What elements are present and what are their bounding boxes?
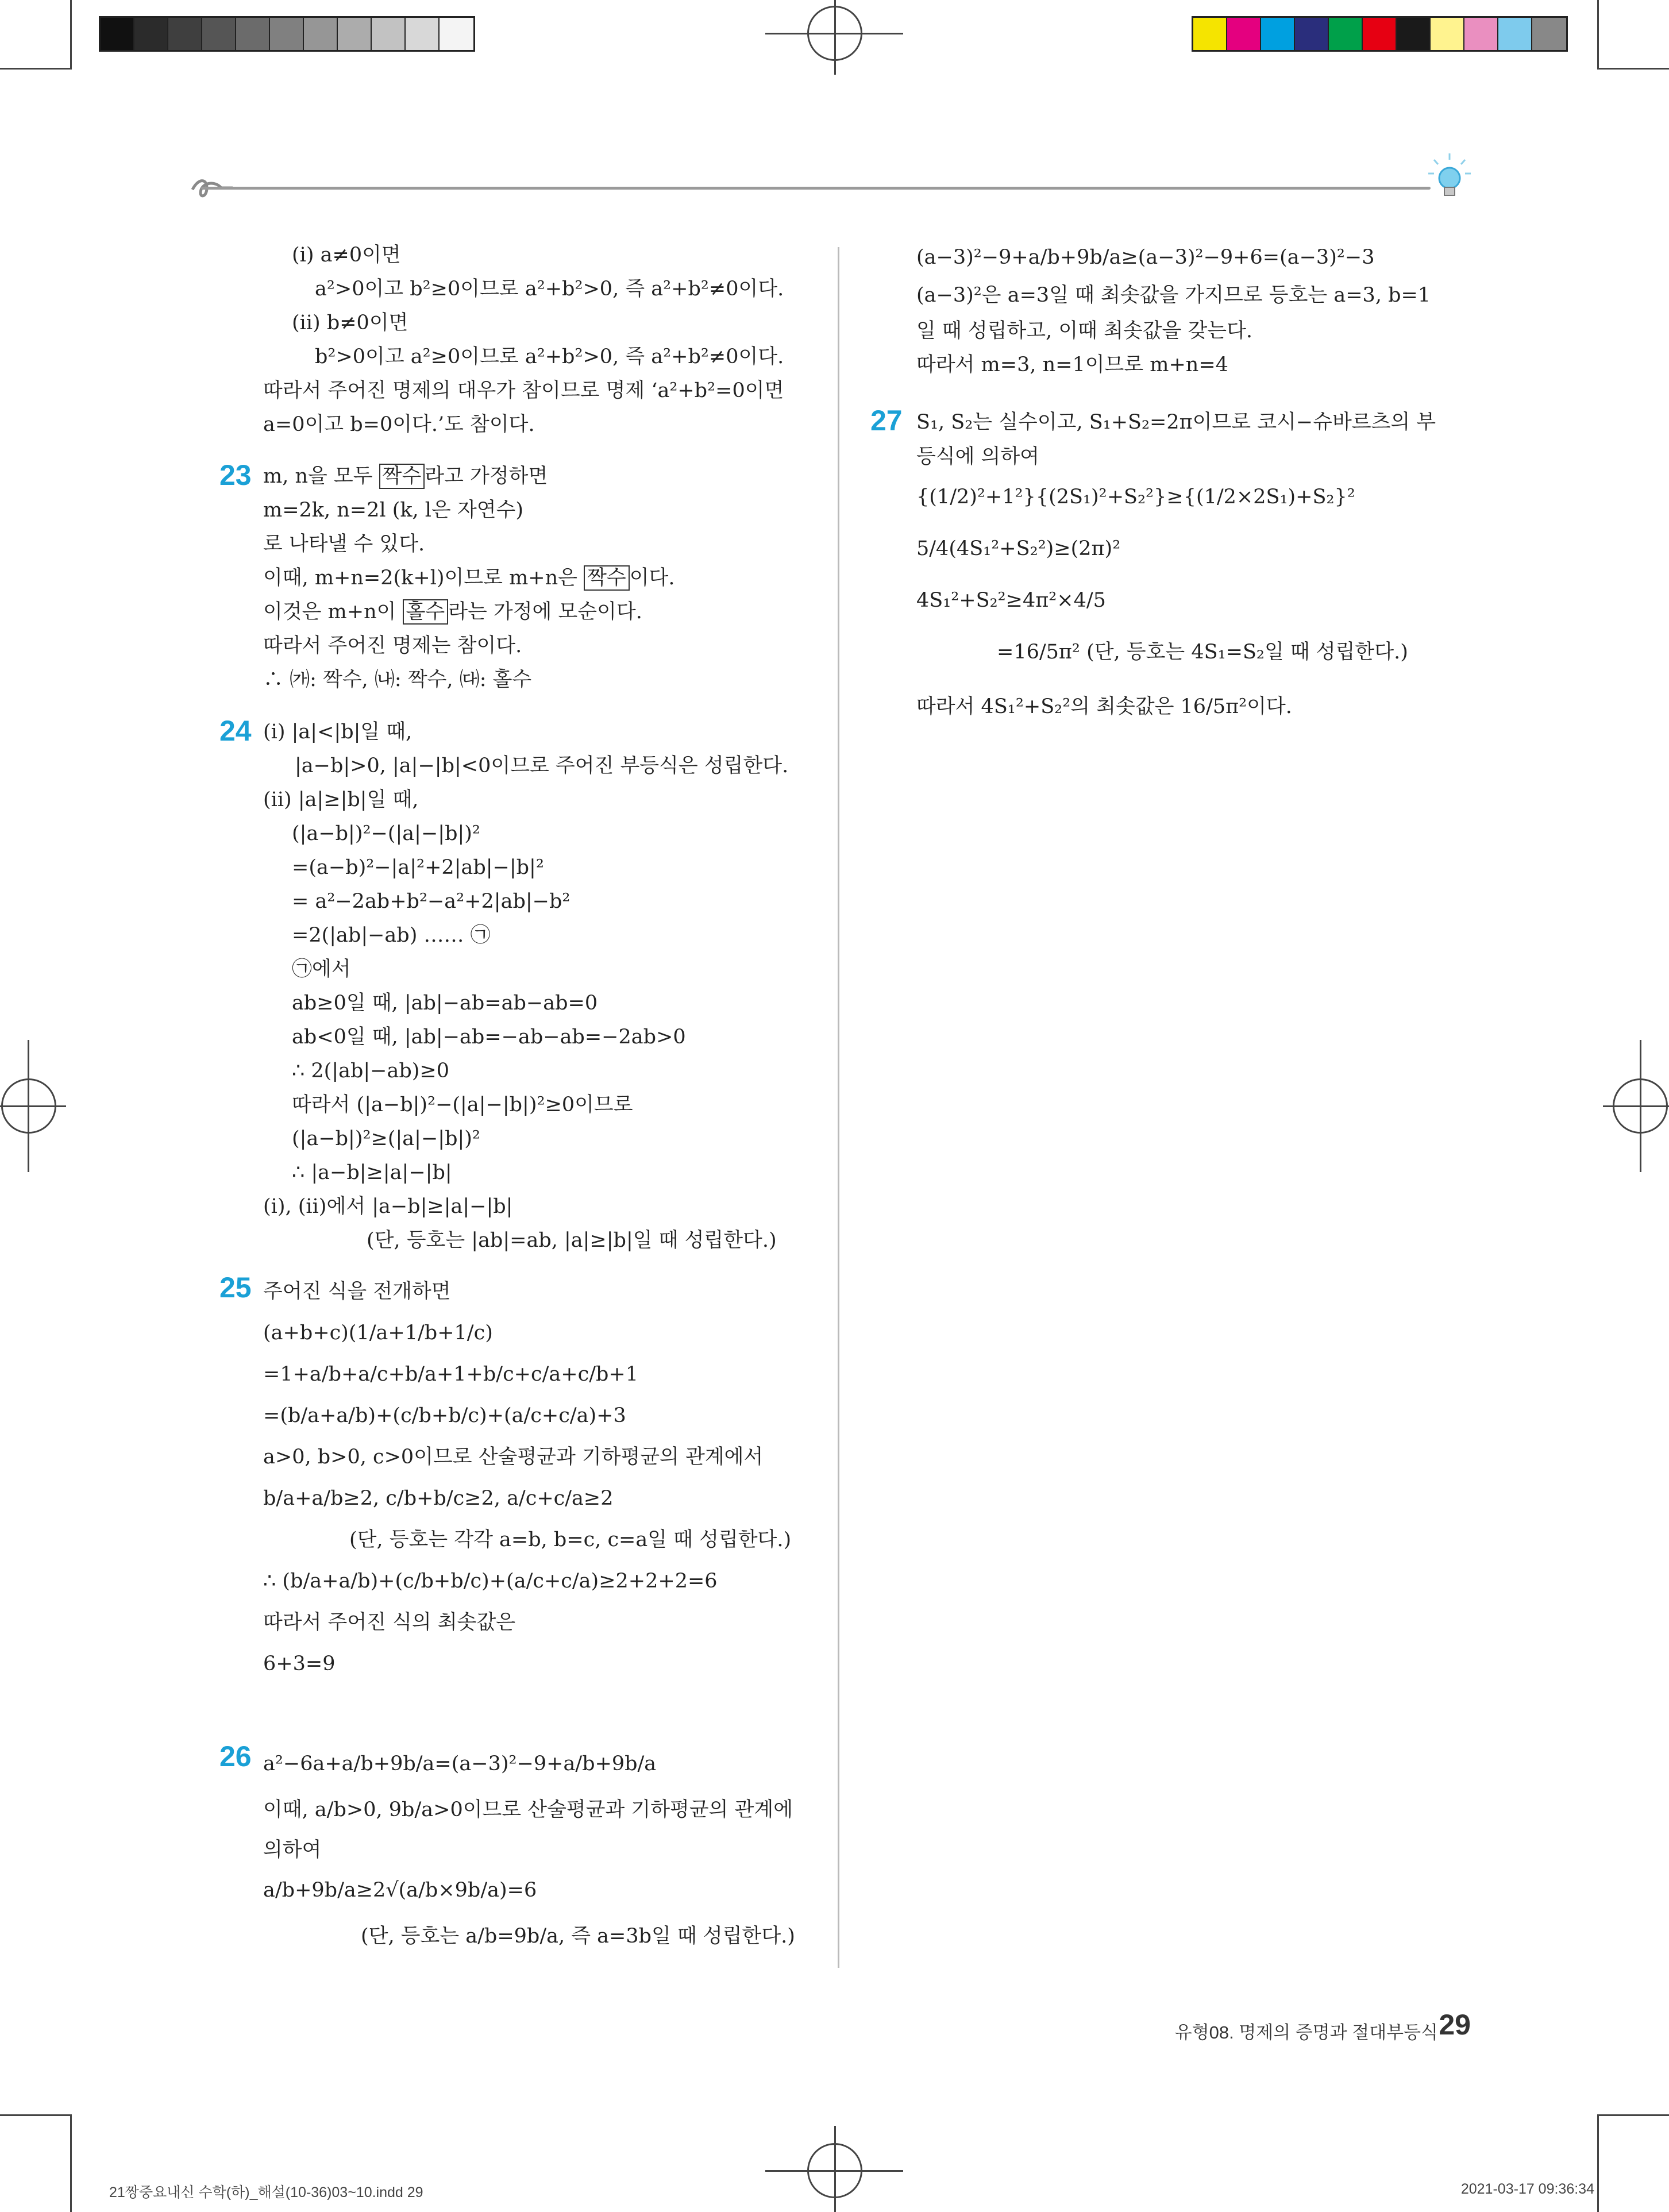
grayscale-color-bar xyxy=(99,16,475,52)
solution-line: b/a+a/b≥2, c/b+b/c≥2, a/c+c/a≥2 xyxy=(263,1487,614,1510)
problem-number: 23 xyxy=(219,459,252,491)
color-swatch xyxy=(202,18,236,50)
solution-line: 6+3=9 xyxy=(263,1652,336,1675)
chapter-title: 유형08. 명제의 증명과 절대부등식 xyxy=(1174,2022,1438,2043)
print-timestamp: 2021-03-17 09:36:34 xyxy=(1460,2181,1594,2197)
crop-mark xyxy=(1597,2114,1669,2116)
solution-line: (ⅰ), (ⅱ)에서 |a−b|≥|a|−|b| xyxy=(263,1195,513,1218)
solution-line: 주어진 식을 전개하면 xyxy=(263,1280,451,1303)
solution-line xyxy=(263,595,826,629)
solution-line: S₁, S₂는 실수이고, S₁+S₂=2π이므로 코시−슈바르츠의 부 xyxy=(916,411,1436,434)
color-swatch xyxy=(1431,18,1464,50)
column-divider xyxy=(838,247,839,1968)
crop-mark xyxy=(0,68,72,70)
color-swatch xyxy=(270,18,304,50)
solution-line: 일 때 성립하고, 이때 최솟값을 갖는다. xyxy=(916,319,1253,342)
color-swatch xyxy=(1532,18,1566,50)
solution-line: 로 나타낼 수 있다. xyxy=(263,533,425,556)
solution-line: (ⅱ) |a|≥|b|일 때, xyxy=(263,788,419,811)
registration-mark xyxy=(834,0,836,75)
color-swatch xyxy=(338,18,372,50)
color-swatch xyxy=(304,18,338,50)
solution-line: 따라서 m=3, n=1이므로 m+n=4 xyxy=(916,353,1228,376)
solution-line: =1+a/b+a/c+b/a+1+b/c+c/a+c/b+1 xyxy=(263,1363,638,1386)
solution-text: 라는 가정에 모순이다. xyxy=(448,600,642,623)
solution-line: 5/4(4S₁²+S₂²)≥(2π)² xyxy=(916,537,1121,560)
solution-line: =2(|ab|−ab) …… ㉠ xyxy=(292,924,491,947)
solution-26 xyxy=(263,1741,826,1959)
crop-mark xyxy=(0,2114,72,2116)
crop-mark xyxy=(70,0,72,68)
solution-line: (|a−b|)²−(|a|−|b|)² xyxy=(292,822,480,845)
solution-line: |a−b|>0, |a|−|b|<0이므로 주어진 부등식은 성립한다. xyxy=(295,754,789,777)
intro-line: a²>0이고 b²≥0이므로 a²+b²>0, 즉 a²+b²≠0이다. xyxy=(315,278,784,300)
crop-mark xyxy=(1597,2114,1599,2212)
intro-line: a=0이고 b=0이다.’도 참이다. xyxy=(263,413,535,436)
intro-line: (ⅰ) a≠0이면 xyxy=(292,244,401,267)
color-swatch xyxy=(440,18,473,50)
color-swatch xyxy=(168,18,202,50)
color-swatch xyxy=(1498,18,1532,50)
color-swatch xyxy=(1227,18,1261,50)
solution-27 xyxy=(916,402,1491,735)
problem-number: 25 xyxy=(219,1271,252,1304)
solution-line: (단, 등호는 a/b=9b/a, 즉 a=3b일 때 성립한다.) xyxy=(361,1925,795,1948)
solution-line: =(b/a+a/b)+(c/b+b/c)+(a/c+c/a)+3 xyxy=(263,1404,626,1427)
solution-line: ∴ (b/a+a/b)+(c/b+b/c)+(a/c+c/a)≥2+2+2=6 xyxy=(263,1570,718,1593)
solution-25 xyxy=(263,1271,826,1685)
registration-mark xyxy=(1603,1105,1669,1107)
solution-23 xyxy=(263,460,826,697)
answer-box: 짝수 xyxy=(584,565,630,591)
solution-line xyxy=(263,460,826,494)
solution-line: = a²−2ab+b²−a²+2|ab|−b² xyxy=(292,890,571,913)
solution-line: 따라서 (|a−b|)²−(|a|−|b|)²≥0이므로 xyxy=(292,1093,633,1116)
solution-line: (단, 등호는 |ab|=ab, |a|≥|b|일 때 성립한다.) xyxy=(367,1229,777,1252)
solution-line: ab≥0일 때, |ab|−ab=ab−ab=0 xyxy=(292,992,598,1015)
solution-line xyxy=(263,561,826,595)
crop-mark xyxy=(1597,68,1669,70)
solution-text: 이다. xyxy=(629,567,675,589)
intro-line: (ⅱ) b≠0이면 xyxy=(292,311,408,334)
solution-text: 이때, m+n=2(k+l)이므로 m+n은 xyxy=(263,567,584,589)
color-swatch xyxy=(236,18,270,50)
solution-line: (|a−b|)²≥(|a|−|b|)² xyxy=(292,1127,480,1150)
process-color-bar xyxy=(1192,16,1568,52)
solution-line: ∴ ㈎: 짝수, ㈏: 짝수, ㈐: 홀수 xyxy=(263,668,532,691)
problem-number: 27 xyxy=(870,404,903,437)
color-swatch xyxy=(1193,18,1227,50)
crop-mark xyxy=(1597,0,1599,68)
solution-line: a/b+9b/a≥2√(a/b×9b/a)=6 xyxy=(263,1879,537,1902)
solution-line: (a−3)²−9+a/b+9b/a≥(a−3)²−9+6=(a−3)²−3 xyxy=(916,246,1375,269)
solution-line: a²−6a+a/b+9b/a=(a−3)²−9+a/b+9b/a xyxy=(263,1752,657,1775)
solution-line: {(1/2)²+1²}{(2S₁)²+S₂²}≥{(1/2×2S₁)+S₂}² xyxy=(916,485,1355,508)
solution-line: =(a−b)²−|a|²+2|ab|−|b|² xyxy=(292,856,544,879)
solution-line: 의하여 xyxy=(263,1839,322,1862)
solution-line: a>0, b>0, c>0이므로 산술평균과 기하평균의 관계에서 xyxy=(263,1446,764,1469)
answer-box: 짝수 xyxy=(379,464,425,489)
solution-line: =16/5π² (단, 등호는 4S₁=S₂일 때 성립한다.) xyxy=(997,641,1408,664)
file-slug: 21짱중요내신 수학(하)_해설(10-36)03~10.indd 29 xyxy=(109,2184,423,2201)
color-swatch xyxy=(406,18,440,50)
solution-text: 이것은 m+n이 xyxy=(263,600,403,623)
solution-line: (a−3)²은 a=3일 때 최솟값을 가지므로 등호는 a=3, b=1 xyxy=(916,284,1431,307)
color-swatch xyxy=(1295,18,1329,50)
registration-mark xyxy=(28,1040,29,1172)
solution-line: 따라서 주어진 명제는 참이다. xyxy=(263,634,522,657)
solution-text: m, n을 모두 xyxy=(263,465,379,488)
right-column xyxy=(916,238,1491,382)
solution-text: 라고 가정하면 xyxy=(425,465,548,488)
color-swatch xyxy=(1464,18,1498,50)
solution-line: 4S₁²+S₂²≥4π²×4/5 xyxy=(916,589,1106,612)
solution-line: m=2k, n=2l (k, l은 자연수) xyxy=(263,499,524,522)
color-swatch xyxy=(372,18,406,50)
solution-line: 따라서 주어진 식의 최솟값은 xyxy=(263,1611,516,1634)
solution-line: (a+b+c)(1/a+1/b+1/c) xyxy=(263,1321,493,1344)
solution-line: ㉠에서 xyxy=(292,958,351,981)
ribbon-icon xyxy=(190,175,236,204)
solution-line: (단, 등호는 각각 a=b, b=c, c=a일 때 성립한다.) xyxy=(349,1528,792,1551)
page-number: 29 xyxy=(1439,2009,1471,2041)
registration-mark xyxy=(0,1105,66,1107)
color-swatch xyxy=(1329,18,1363,50)
intro-line: 따라서 주어진 명제의 대우가 참이므로 명제 ‘a²+b²=0이면 xyxy=(263,379,784,402)
color-swatch xyxy=(134,18,168,50)
solution-line: ∴ |a−b|≥|a|−|b| xyxy=(292,1161,452,1184)
solution-24 xyxy=(263,715,826,1258)
color-swatch xyxy=(1261,18,1295,50)
color-swatch xyxy=(1397,18,1431,50)
solution-line: (ⅰ) |a|<|b|일 때, xyxy=(263,720,413,743)
registration-mark xyxy=(1640,1040,1641,1172)
lightbulb-icon xyxy=(1424,151,1475,202)
solution-line: 따라서 4S₁²+S₂²의 최솟값은 16/5π²이다. xyxy=(916,695,1292,718)
color-swatch xyxy=(101,18,134,50)
header-rule xyxy=(201,187,1431,190)
solution-line: 등식에 의하여 xyxy=(916,445,1039,468)
solution-line: ∴ 2(|ab|−ab)≥0 xyxy=(292,1059,450,1082)
crop-mark xyxy=(70,2114,72,2212)
answer-box: 홀수 xyxy=(403,599,449,625)
registration-mark xyxy=(834,2126,836,2212)
solution-line: ab<0일 때, |ab|−ab=−ab−ab=−2ab>0 xyxy=(292,1026,686,1049)
color-swatch xyxy=(1363,18,1397,50)
solution-line: 이때, a/b>0, 9b/a>0이므로 산술평균과 기하평균의 관계에 xyxy=(263,1798,793,1821)
intro-line: b²>0이고 a²≥0이므로 a²+b²>0, 즉 a²+b²≠0이다. xyxy=(315,345,784,368)
problem-number: 26 xyxy=(219,1740,252,1772)
problem-number: 24 xyxy=(219,715,252,747)
left-column xyxy=(263,238,826,442)
